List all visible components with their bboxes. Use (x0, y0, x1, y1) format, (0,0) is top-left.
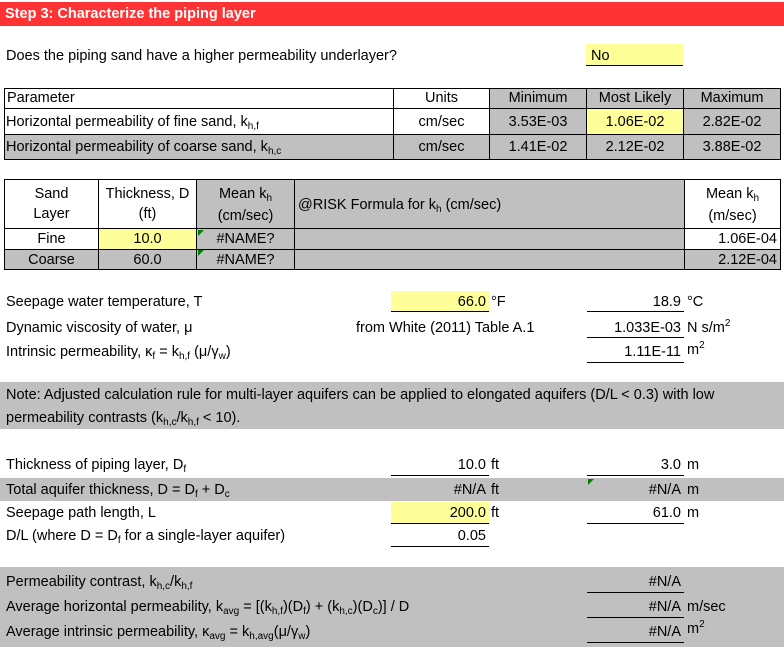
temp-c-unit: °C (687, 294, 704, 310)
coarse-thickness: 60.0 (133, 252, 162, 268)
layer-header-mean-m: Mean $k_h$ (705, 186, 760, 204)
total-thickness-ft: #N/A (453, 482, 486, 498)
avg-intrinsic-value: #N/A (648, 624, 681, 640)
viscosity-source: from White (2011) Table A.1 (356, 320, 535, 336)
coarse-layer-name: Coarse (28, 252, 75, 268)
layer-header-mean-unit: (cm/sec) (217, 208, 274, 224)
contrast-value: #N/A (648, 574, 681, 590)
dl-value: 0.05 (457, 528, 486, 544)
section-title: Step 3: Characterize the piping layer (5, 6, 256, 22)
fine-mean-kh-m: 1.06E-04 (718, 231, 777, 247)
perm-coarse-label: Horizontal permeability of coarse sand, $k_{h,c}$ (6, 139, 282, 157)
viscosity-unit: N $s/m^2$ (687, 318, 731, 336)
avg-perm-unit: m/sec (687, 599, 726, 615)
coarse-mean-kh-m: 2.12E-04 (718, 252, 777, 268)
perm-coarse-most-likely: 2.12E-02 (605, 139, 665, 155)
avg-perm-value: #N/A (648, 599, 681, 615)
perm-line (780, 88, 781, 160)
layer-line (4, 179, 781, 180)
temp-label: Seepage water temperature, T (6, 294, 203, 310)
layer-header-mean-m-unit: (m/sec) (708, 208, 757, 224)
path-label: Seepage path length, L (6, 505, 156, 521)
intrinsic-label: Intrinsic permeability, $\kappa_f = k_{h,f}$ $(\mu/\gamma_w)$ (6, 344, 231, 362)
layer-header-mean: Mean $k_h$ (218, 186, 273, 204)
underlayer-answer: No (591, 48, 610, 64)
thickness-ft-unit: ft (491, 457, 500, 473)
thickness-m: 3.0 (660, 457, 681, 473)
perm-coarse-max: 3.88E-02 (702, 139, 762, 155)
layer-header-formula: @RISK Formula for $k_h$ (cm/sec) (298, 197, 502, 215)
perm-header-units: Units (424, 90, 459, 106)
thickness-ft: 10.0 (457, 457, 486, 473)
dl-label: D/L (where $D = D_f$ for a single-layer aquifer) (6, 528, 286, 546)
intrinsic-value: 1.11E-11 (624, 344, 681, 360)
perm-header-maximum: Maximum (700, 90, 764, 106)
perm-coarse-units: cm/sec (418, 139, 465, 155)
note-line-2: permeability contrasts $(k_{h,c}/k_{h,f} < 10)$. (6, 410, 241, 428)
perm-fine-most-likely: 1.06E-02 (605, 114, 665, 130)
layer-header-thickness: Thickness, D (105, 186, 190, 202)
temp-f-unit: °F (491, 294, 506, 310)
coarse-mean-kh: #NAME? (216, 252, 275, 268)
temp-f-value: 66.0 (457, 294, 486, 310)
underlayer-question: Does the piping sand have a higher permeability underlayer? (6, 48, 397, 64)
temp-c-value: 18.9 (652, 294, 681, 310)
total-thickness-ft-unit: ft (491, 482, 500, 498)
perm-coarse-min: 1.41E-02 (508, 139, 568, 155)
avg-perm-label: Average horizontal permeability, $k_{avg} = [(k_{h,f})(D_f) + (k_{h,c})(D_c)] / D$ (6, 599, 410, 617)
viscosity-value: 1.033E-03 (614, 320, 681, 336)
perm-fine-units: cm/sec (418, 114, 465, 130)
viscosity-label: Dynamic viscosity of water, μ (6, 320, 193, 336)
intrinsic-unit: $m^2$ (687, 340, 705, 358)
perm-header-parameter: Parameter (7, 90, 75, 106)
perm-header-most-likely: Most Likely (598, 90, 672, 106)
layer-header-thickness-unit: (ft) (138, 206, 157, 222)
path-ft-unit: ft (491, 505, 500, 521)
thickness-m-unit: m (687, 457, 700, 473)
fine-mean-kh: #NAME? (216, 231, 275, 247)
perm-fine-label: Horizontal permeability of fine sand, $k_{h,f}$ (6, 114, 259, 132)
note-line-1: Note: Adjusted calculation rule for multi-layer aquifers can be applied to elongated aquifers (D/L < 0.3) with low (6, 387, 715, 403)
total-thickness-m: #N/A (648, 482, 681, 498)
layer-header-sand: Sand (34, 186, 69, 202)
perm-fine-min: 3.53E-03 (508, 114, 568, 130)
avg-intrinsic-unit: $m^2$ (687, 619, 705, 637)
fine-thickness: 10.0 (133, 231, 162, 247)
layer-line (294, 179, 295, 270)
perm-fine-max: 2.82E-02 (702, 114, 762, 130)
avg-intrinsic-label: Average intrinsic permeability, $\kappa_{avg} = k_{h,avg}(\mu/\gamma_w)$ (6, 624, 311, 642)
fine-layer-name: Fine (37, 231, 66, 247)
perm-header-minimum: Minimum (508, 90, 568, 106)
total-thickness-label: Total aquifer thickness, $D = D_f + D_c$ (6, 482, 230, 500)
contrast-label: Permeability contrast, $k_{h,c}/k_{h,f}$ (6, 574, 193, 592)
path-ft: 200.0 (449, 505, 486, 521)
layer-line (780, 179, 781, 270)
layer-header-layer: Layer (33, 206, 70, 222)
thickness-label: Thickness of piping layer, $D_f$ (6, 457, 187, 475)
perm-line (4, 88, 5, 160)
path-m: 61.0 (652, 505, 681, 521)
path-m-unit: m (687, 505, 700, 521)
total-thickness-m-unit: m (687, 482, 700, 498)
